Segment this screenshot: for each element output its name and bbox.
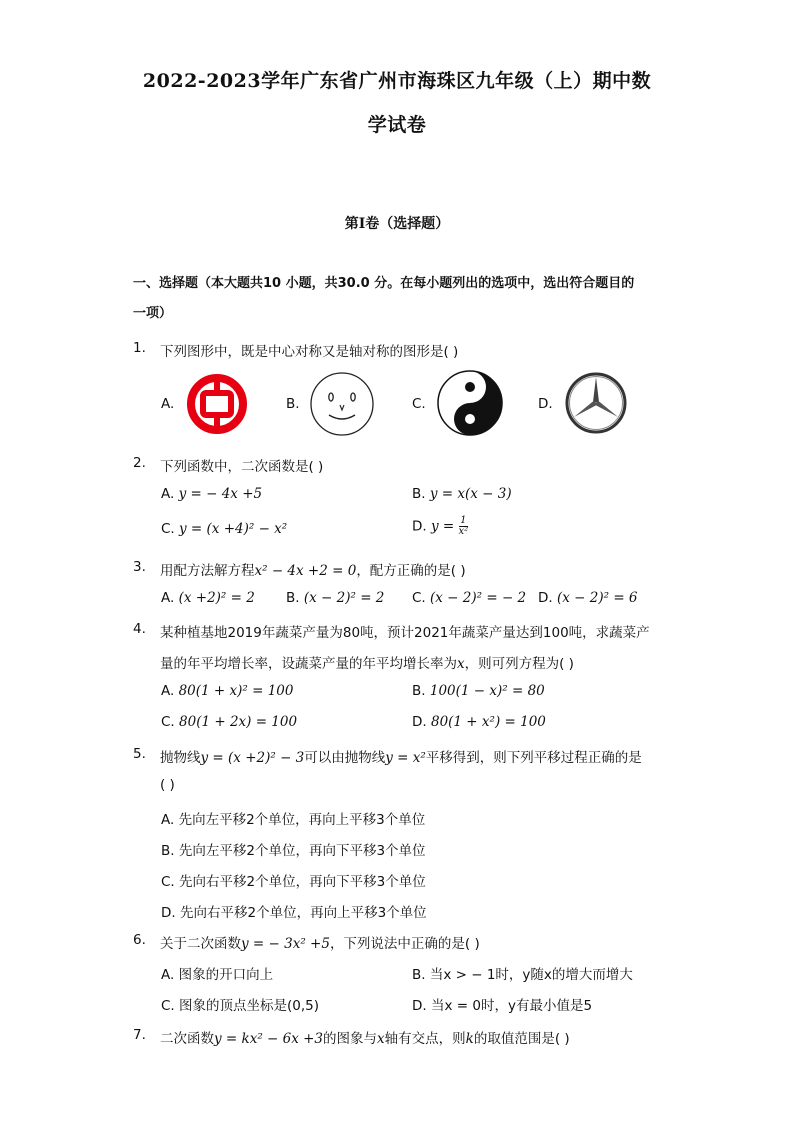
question-number: 3. <box>133 559 146 575</box>
section-instruction-cont: 一项） <box>133 306 173 321</box>
question-text: 下列函数中，二次函数是( ) <box>160 459 324 475</box>
question-text-mid2: 轴有交点，则 <box>384 1031 466 1047</box>
q6-option-c <box>161 994 319 1014</box>
question-text-prefix: 量的年平均增长率，设蔬菜产量的年平均增长率为 <box>160 656 457 672</box>
fraction-numerator: 1 <box>460 515 467 526</box>
question-equation: x² − 4x +2 = 0 <box>254 563 357 579</box>
question-text-prefix: 用配方法解方程 <box>160 563 255 579</box>
option-math: (x +2)² = 2 <box>178 590 255 606</box>
question-text-line2 <box>160 652 675 672</box>
q4-option-b <box>412 683 545 699</box>
question-number: 6. <box>133 932 146 948</box>
option-text: 先向右平移2个单位，再向上平移3个单位 <box>179 905 427 921</box>
q2-option-c <box>161 521 287 537</box>
q6-option-b <box>412 963 633 983</box>
q4-option-a <box>161 683 293 699</box>
q2-option-a <box>161 486 262 502</box>
q3-option-d <box>538 590 638 606</box>
smiley-face-figure <box>309 371 375 437</box>
section-heading <box>133 270 673 298</box>
option-label: C. <box>412 590 426 606</box>
option-label: C. <box>161 714 175 730</box>
option-label: B. <box>161 843 175 859</box>
q3-option-a <box>161 590 255 606</box>
section-title: 一、选择题 <box>133 276 199 291</box>
option-text: 图象的顶点坐标是(0,5) <box>179 998 320 1014</box>
question-text-suffix: ，下列说法中正确的是( ) <box>329 936 480 952</box>
question-equation: y = x² <box>385 750 426 766</box>
option-math: (x − 2)² = 6 <box>556 590 638 606</box>
option-text: 先向左平移2个单位，再向上平移3个单位 <box>178 812 426 828</box>
option-math: y = x(x − 3) <box>429 486 512 502</box>
option-math: (x − 2)² = − 2 <box>430 590 527 606</box>
question-text-suffix: ，配方正确的是( ) <box>356 563 466 579</box>
question-text <box>160 932 675 952</box>
q5-option-d <box>161 901 427 921</box>
question-equation: y = (x +2)² − 3 <box>200 750 305 766</box>
option-text: 当x = 0时，y有最小值是5 <box>430 998 593 1014</box>
question-text <box>160 1027 675 1047</box>
option-label-a: A. <box>161 396 175 412</box>
variable: x <box>457 656 465 672</box>
option-text: 图象的开口向上 <box>178 967 274 983</box>
option-math: 100(1 − x)² = 80 <box>429 683 545 699</box>
bank-of-china-logo-figure <box>185 372 249 436</box>
question-text-line2: ( ) <box>160 777 175 793</box>
option-text: 先向左平移2个单位，再向下平移3个单位 <box>178 843 426 859</box>
option-label: D. <box>161 905 176 921</box>
option-label: D. <box>538 590 553 606</box>
three-pointed-star-logo-figure <box>564 371 628 435</box>
exam-title-line2: 学试卷 <box>367 114 427 136</box>
option-text: 当x > − 1时，y随x的增大而增大 <box>429 967 633 983</box>
question-text-mid: 可以由抛物线 <box>304 750 386 766</box>
q6-option-a <box>161 963 273 983</box>
q2-option-b <box>412 486 512 502</box>
option-label: A. <box>161 683 175 699</box>
option-math: y = (x +4)² − x² <box>179 521 288 537</box>
question-number: 1. <box>133 340 146 356</box>
q5-option-a <box>161 808 425 828</box>
q5-option-c <box>161 870 426 890</box>
option-label: D. <box>412 714 427 730</box>
option-math: 80(1 + x)² = 100 <box>178 683 294 699</box>
q6-option-d <box>412 994 592 1014</box>
yin-yang-symbol-figure <box>436 369 504 437</box>
question-text-suffix: 平移得到，则下列平移过程正确的是 <box>425 750 642 766</box>
q3-option-c <box>412 590 526 606</box>
question-text-suffix: 的取值范围是( ) <box>473 1031 570 1047</box>
question-number: 7. <box>133 1027 146 1043</box>
option-label: B. <box>412 683 426 699</box>
question-text-mid: 的图象与 <box>323 1031 378 1047</box>
option-math: (x − 2)² = 2 <box>303 590 385 606</box>
option-math-prefix: y = <box>430 518 459 535</box>
question-text-prefix: 抛物线 <box>160 750 201 766</box>
q2-option-d <box>412 516 468 537</box>
question-text <box>160 559 675 579</box>
option-label: C. <box>161 998 175 1014</box>
question-text <box>160 746 675 766</box>
exam-title-line1: 2022-2023学年广东省广州市海珠区九年级（上）期中数 <box>142 70 652 92</box>
q4-option-c <box>161 714 297 730</box>
volume-heading: 第I卷（选择题） <box>344 216 450 232</box>
q3-option-b <box>286 590 384 606</box>
q5-option-b <box>161 839 426 859</box>
question-equation: y = kx² − 6x +3 <box>214 1031 324 1047</box>
question-text-prefix: 二次函数 <box>160 1031 214 1047</box>
option-label: B. <box>286 590 300 606</box>
section-instruction: （本大题共10 小题，共30.0 分。在每小题列出的选项中，选出符合题目的 <box>198 276 635 291</box>
fraction <box>459 516 469 537</box>
fraction-denominator: x² <box>458 526 469 537</box>
question-equation: y = − 3x² +5 <box>241 936 330 952</box>
option-label-d: D. <box>538 396 553 412</box>
question-text-line1: 某种植基地2019年蔬菜产量为80吨，预计2021年蔬菜产量达到100吨，求蔬菜产 <box>160 625 650 641</box>
option-math: 80(1 + x²) = 100 <box>430 714 546 730</box>
option-label: C. <box>161 874 175 890</box>
option-label: A. <box>161 812 175 828</box>
option-label: A. <box>161 486 175 502</box>
option-text: 先向右平移2个单位，再向下平移3个单位 <box>179 874 426 890</box>
question-text: 下列图形中，既是中心对称又是轴对称的图形是( ) <box>160 344 459 360</box>
option-label-b: B. <box>286 396 300 412</box>
option-label: B. <box>412 486 426 502</box>
option-math: 80(1 + 2x) = 100 <box>179 714 298 730</box>
option-label: C. <box>161 521 175 537</box>
option-label: D. <box>412 518 427 535</box>
question-text-prefix: 关于二次函数 <box>160 936 241 952</box>
option-label: A. <box>161 967 175 983</box>
variable: x <box>377 1031 385 1047</box>
variable: k <box>465 1031 474 1047</box>
option-label: B. <box>412 967 426 983</box>
question-number: 4. <box>133 621 146 637</box>
q4-option-d <box>412 714 546 730</box>
option-math: y = − 4x +5 <box>178 486 263 502</box>
option-label: D. <box>412 998 427 1014</box>
option-label: A. <box>161 590 175 606</box>
question-number: 2. <box>133 455 146 471</box>
option-label-c: C. <box>412 396 426 412</box>
question-number: 5. <box>133 746 146 762</box>
question-text-suffix: ，则可列方程为( ) <box>464 656 574 672</box>
